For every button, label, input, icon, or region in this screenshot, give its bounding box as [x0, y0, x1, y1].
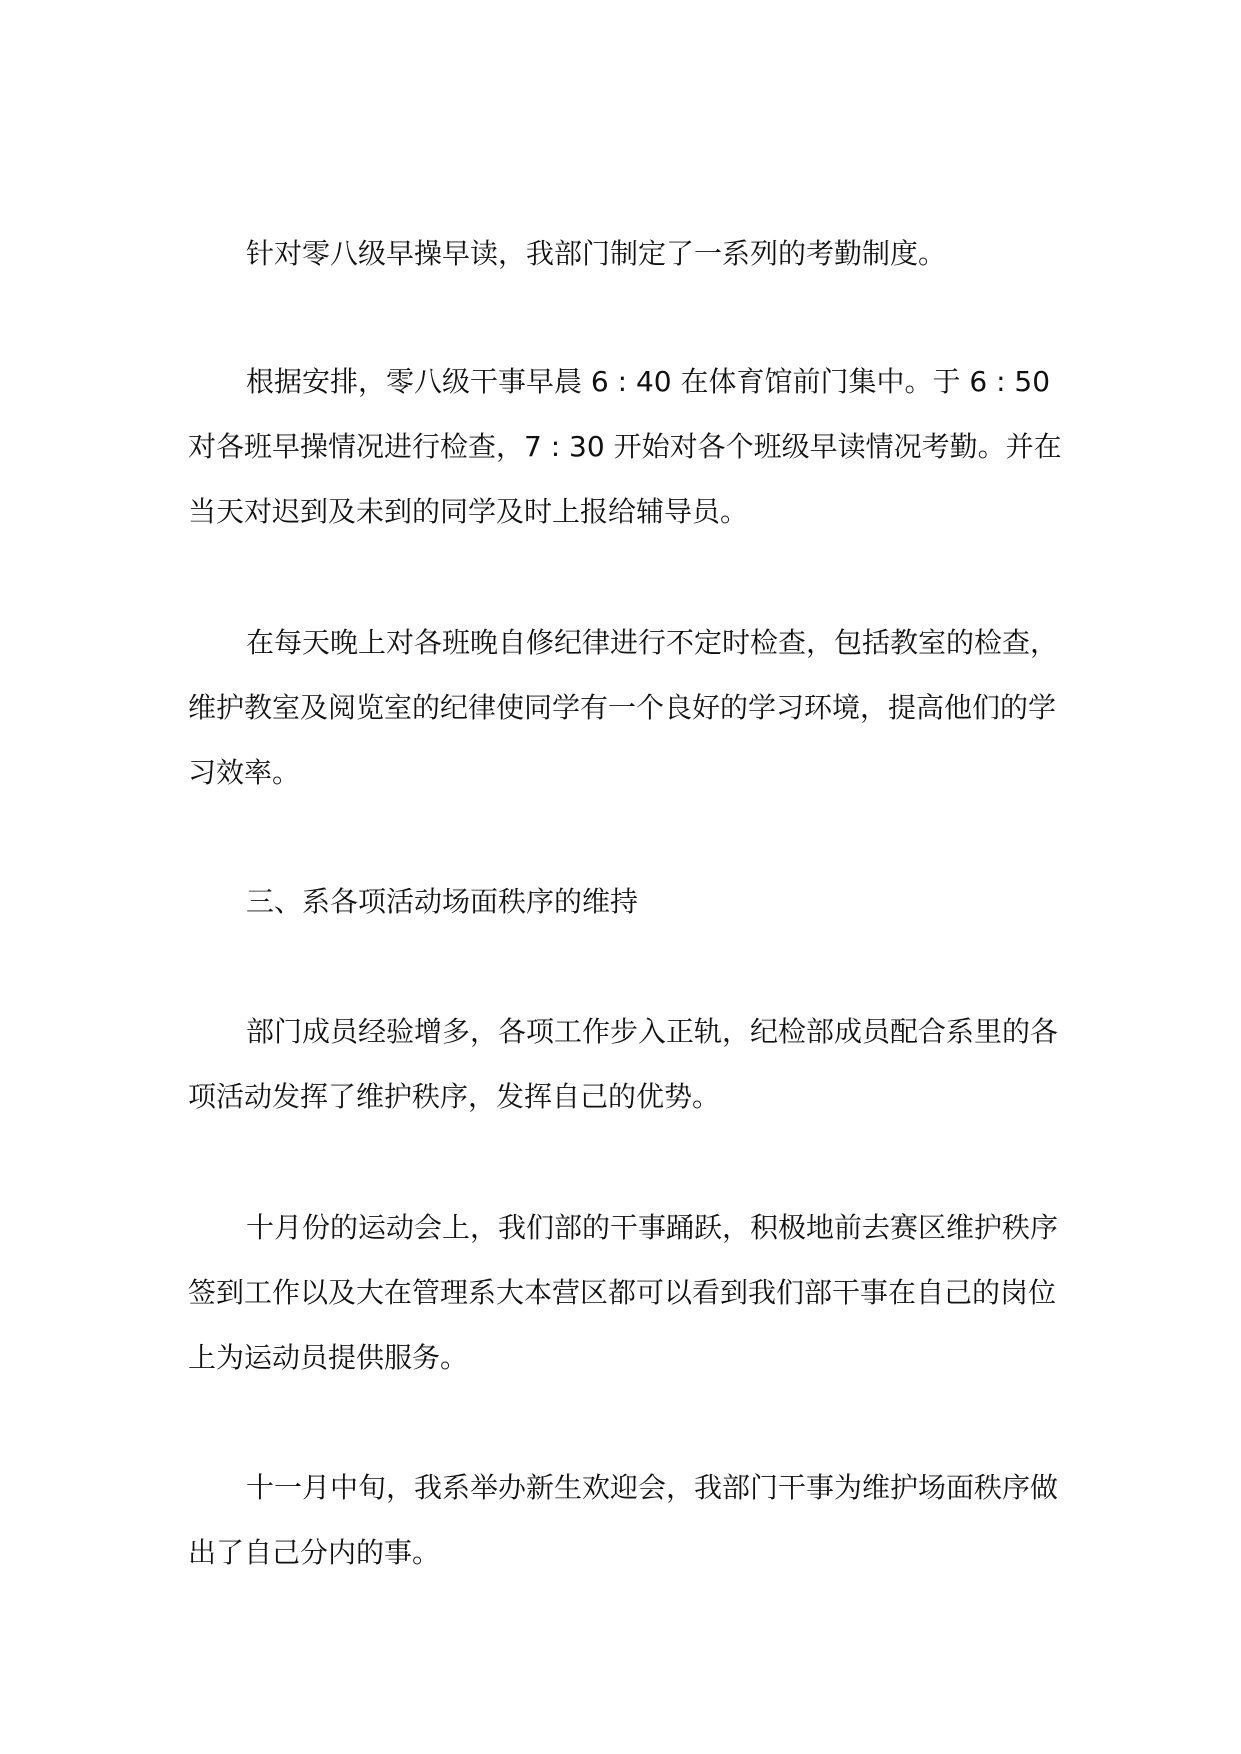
section-heading-order-maintenance: 三、系各项活动场面秩序的维持: [246, 885, 639, 918]
paragraph-morning-schedule: 根据安排，零八级干事早晨 6 : 40 在体育馆前门集中。于 6 : 50 对各班早操情况进行检查，7 : 30 开始对各个班级早读情况考勤。并在当天对迟到及未到的同学及时上报给辅导员。: [188, 365, 1062, 528]
paragraph-evening-inspection: 在每天晚上对各班晚自修纪律进行不定时检查，包括教室的检查，维护教室及阅览室的纪律使同学有一个良好的学习环境，提高他们的学习效率。: [188, 626, 1059, 789]
paragraph-welcome-party: 十一月中旬，我系举办新生欢迎会，我部门干事为维护场面秩序做出了自己分内的事。: [188, 1471, 1059, 1569]
paragraph-department-experience: 部门成员经验增多，各项工作步入正轨，纪检部成员配合系里的各项活动发挥了维护秩序，发挥自己的优势。: [188, 1015, 1059, 1113]
paragraph-attendance-system: 针对零八级早操早读，我部门制定了一系列的考勤制度。: [246, 237, 947, 270]
paragraph-sports-meeting: 十月份的运动会上，我们部的干事踊跃，积极地前去赛区维护秩序签到工作以及大在管理系大本营区都可以看到我们部干事在自己的岗位上为运动员提供服务。: [188, 1211, 1059, 1374]
